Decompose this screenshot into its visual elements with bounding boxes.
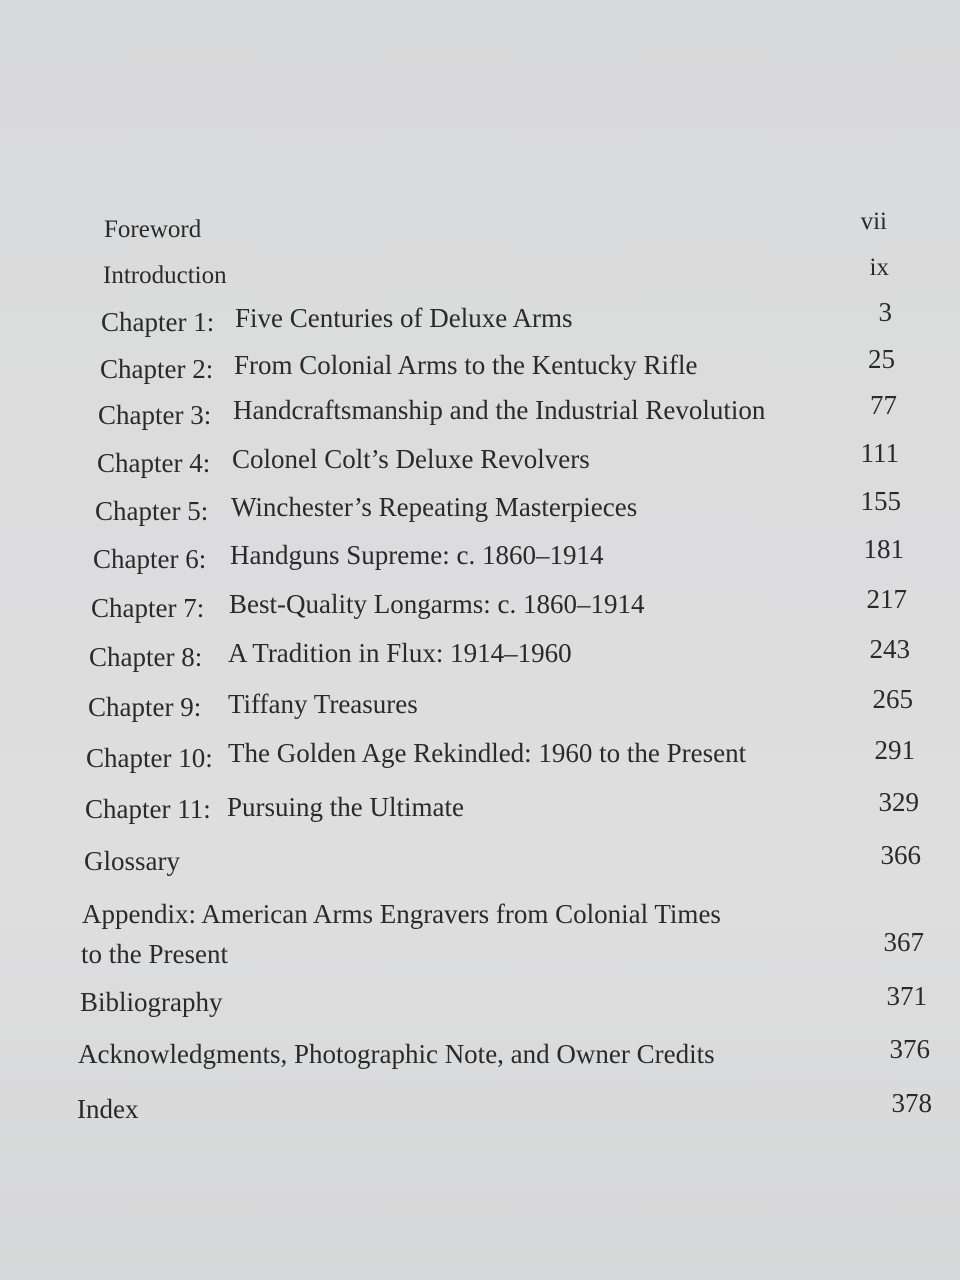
- chapter-label: Chapter 5:: [95, 496, 209, 526]
- bibliography-page: 371: [886, 981, 927, 1011]
- toc-entry-chapter-7: [0, 584, 960, 637]
- toc-entry-chapter-11: [0, 787, 960, 839]
- toc-entry-chapter-10: [0, 735, 960, 787]
- appendix-page: 367: [883, 927, 924, 957]
- chapter-page: 243: [869, 634, 910, 664]
- chapter-title: Colonel Colt’s Deluxe Revolvers: [232, 444, 590, 474]
- chapter-label: Chapter 7:: [91, 593, 205, 623]
- appendix-title-line-1: Appendix: American Arms Engravers from Colonial Times: [82, 899, 721, 929]
- chapter-page: 25: [868, 344, 895, 374]
- toc-entry-chapter-5: [0, 486, 960, 540]
- toc-entry-chapter-1: [0, 297, 960, 351]
- introduction-title: Introduction: [103, 262, 227, 289]
- chapter-title: The Golden Age Rekindled: 1960 to the Present: [228, 738, 747, 768]
- chapter-title: Tiffany Treasures: [228, 689, 418, 719]
- chapter-page: 291: [874, 735, 915, 765]
- toc-entry-chapter-9: [0, 684, 960, 736]
- appendix-title-line-2: to the Present: [81, 939, 228, 969]
- acknowledgments-page: 376: [889, 1034, 930, 1064]
- toc-entry-glossary: [0, 840, 960, 892]
- toc-entry-bibliography: [0, 981, 960, 1032]
- chapter-page: 111: [860, 438, 899, 468]
- chapter-title: Handguns Supreme: c. 1860–1914: [230, 540, 604, 570]
- chapter-page: 217: [866, 584, 907, 614]
- index-title: Index: [77, 1094, 139, 1124]
- chapter-title: A Tradition in Flux: 1914–1960: [228, 638, 572, 668]
- toc-entry-acknowledgments: [0, 1034, 960, 1086]
- chapter-page: 77: [870, 390, 897, 420]
- chapter-label: Chapter 10:: [86, 743, 213, 773]
- chapter-label: Chapter 8:: [89, 642, 203, 672]
- foreword-title: Foreword: [104, 216, 202, 243]
- chapter-label: Chapter 2:: [100, 354, 214, 384]
- toc-entry-index: [0, 1088, 960, 1140]
- glossary-page: 366: [880, 840, 921, 870]
- chapter-title: Five Centuries of Deluxe Arms: [235, 303, 573, 333]
- chapter-title: From Colonial Arms to the Kentucky Rifle: [234, 350, 698, 380]
- chapter-page: 181: [863, 534, 904, 564]
- toc-entry-chapter-4: [0, 438, 960, 492]
- toc-entry-appendix: [0, 891, 960, 971]
- chapter-title: Handcraftsmanship and the Industrial Revolution: [233, 395, 766, 425]
- chapter-title: Winchester’s Repeating Masterpieces: [231, 492, 638, 522]
- chapter-label: Chapter 9:: [88, 692, 202, 722]
- chapter-label: Chapter 11:: [85, 794, 211, 824]
- toc-entry-chapter-3: [0, 390, 960, 444]
- acknowledgments-title: Acknowledgments, Photographic Note, and Owner Credits: [78, 1039, 715, 1069]
- chapter-title: Best-Quality Longarms: c. 1860–1914: [229, 589, 645, 619]
- chapter-page: 265: [872, 684, 913, 714]
- bibliography-title: Bibliography: [80, 987, 223, 1017]
- chapter-page: 155: [860, 486, 901, 516]
- foreword-page: vii: [860, 208, 887, 235]
- glossary-title: Glossary: [84, 846, 180, 876]
- chapter-label: Chapter 3:: [98, 400, 212, 430]
- chapter-title: Pursuing the Ultimate: [227, 792, 464, 822]
- chapter-page: 3: [878, 297, 892, 327]
- chapter-page: 329: [878, 787, 919, 817]
- toc-entry-chapter-8: [0, 634, 960, 686]
- chapter-label: Chapter 4:: [97, 448, 211, 478]
- toc-entry-chapter-6: [0, 534, 960, 588]
- chapter-label: Chapter 6:: [93, 544, 207, 574]
- chapter-label: Chapter 1:: [101, 307, 215, 337]
- introduction-page: ix: [869, 254, 889, 281]
- index-page: 378: [891, 1088, 932, 1118]
